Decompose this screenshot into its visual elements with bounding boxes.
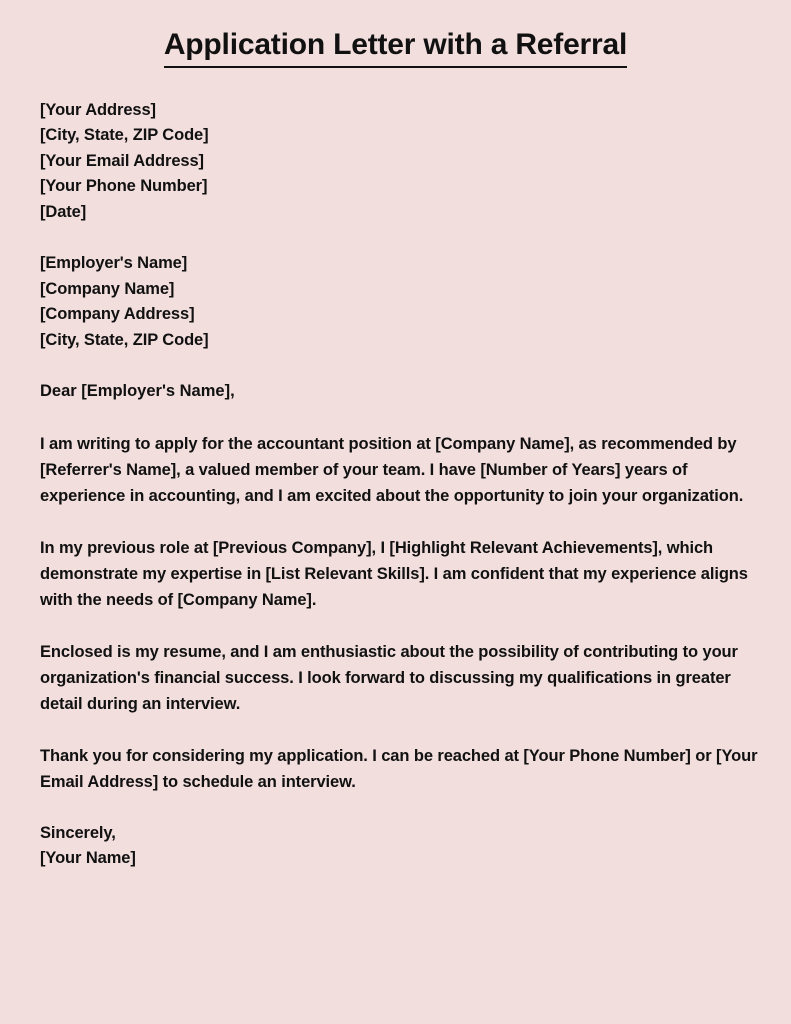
page-title bbox=[0, 0, 791, 68]
recipient-company-line: [Company Name] bbox=[40, 279, 175, 298]
sender-address-block bbox=[40, 98, 765, 226]
body-paragraph-4: Thank you for considering my application. I can be reached at [Your Phone Number] or [Your Email Address] to schedule an interview. bbox=[40, 746, 758, 791]
page-title-text: Application Letter with a Referral bbox=[164, 28, 627, 68]
recipient-address-block bbox=[40, 251, 765, 353]
sender-phone-line: [Your Phone Number] bbox=[40, 177, 208, 195]
recipient-company-address-line: [Company Address] bbox=[40, 305, 195, 323]
signature-block bbox=[40, 821, 765, 872]
signature-name-line: [Your Name] bbox=[40, 849, 136, 867]
recipient-employer-line: [Employer's Name] bbox=[40, 254, 188, 272]
sender-city-line: [City, State, ZIP Code] bbox=[40, 126, 209, 144]
letter-body bbox=[0, 98, 791, 872]
body-paragraph-1: I am writing to apply for the accountant position at [Company Name], as recommended by [Referrer's Name], a valued member of your team. I have [Number of Years] years of experience in accounting, and I am excited about the opportunity to join your organization. bbox=[40, 434, 744, 505]
body-paragraph-2: In my previous role at [Previous Company], I [Highlight Relevant Achievements], which demonstrate my expertise in [List Relevant Skills]. I am confident that my experience aligns with the needs of [Company Name]. bbox=[40, 538, 748, 609]
recipient-city-line: [City, State, ZIP Code] bbox=[40, 330, 209, 349]
closing-line: Sincerely, bbox=[40, 823, 116, 842]
sender-email-line: [Your Email Address] bbox=[40, 151, 204, 170]
salutation: Dear [Employer's Name], bbox=[40, 382, 235, 400]
sender-date-line: [Date] bbox=[40, 202, 87, 221]
body-paragraph-3: Enclosed is my resume, and I am enthusiastic about the possibility of contributing to your organization's financial success. I look forward to discussing my qualifications in greater detail during an interview. bbox=[40, 642, 738, 713]
sender-address-line: [Your Address] bbox=[40, 100, 156, 119]
